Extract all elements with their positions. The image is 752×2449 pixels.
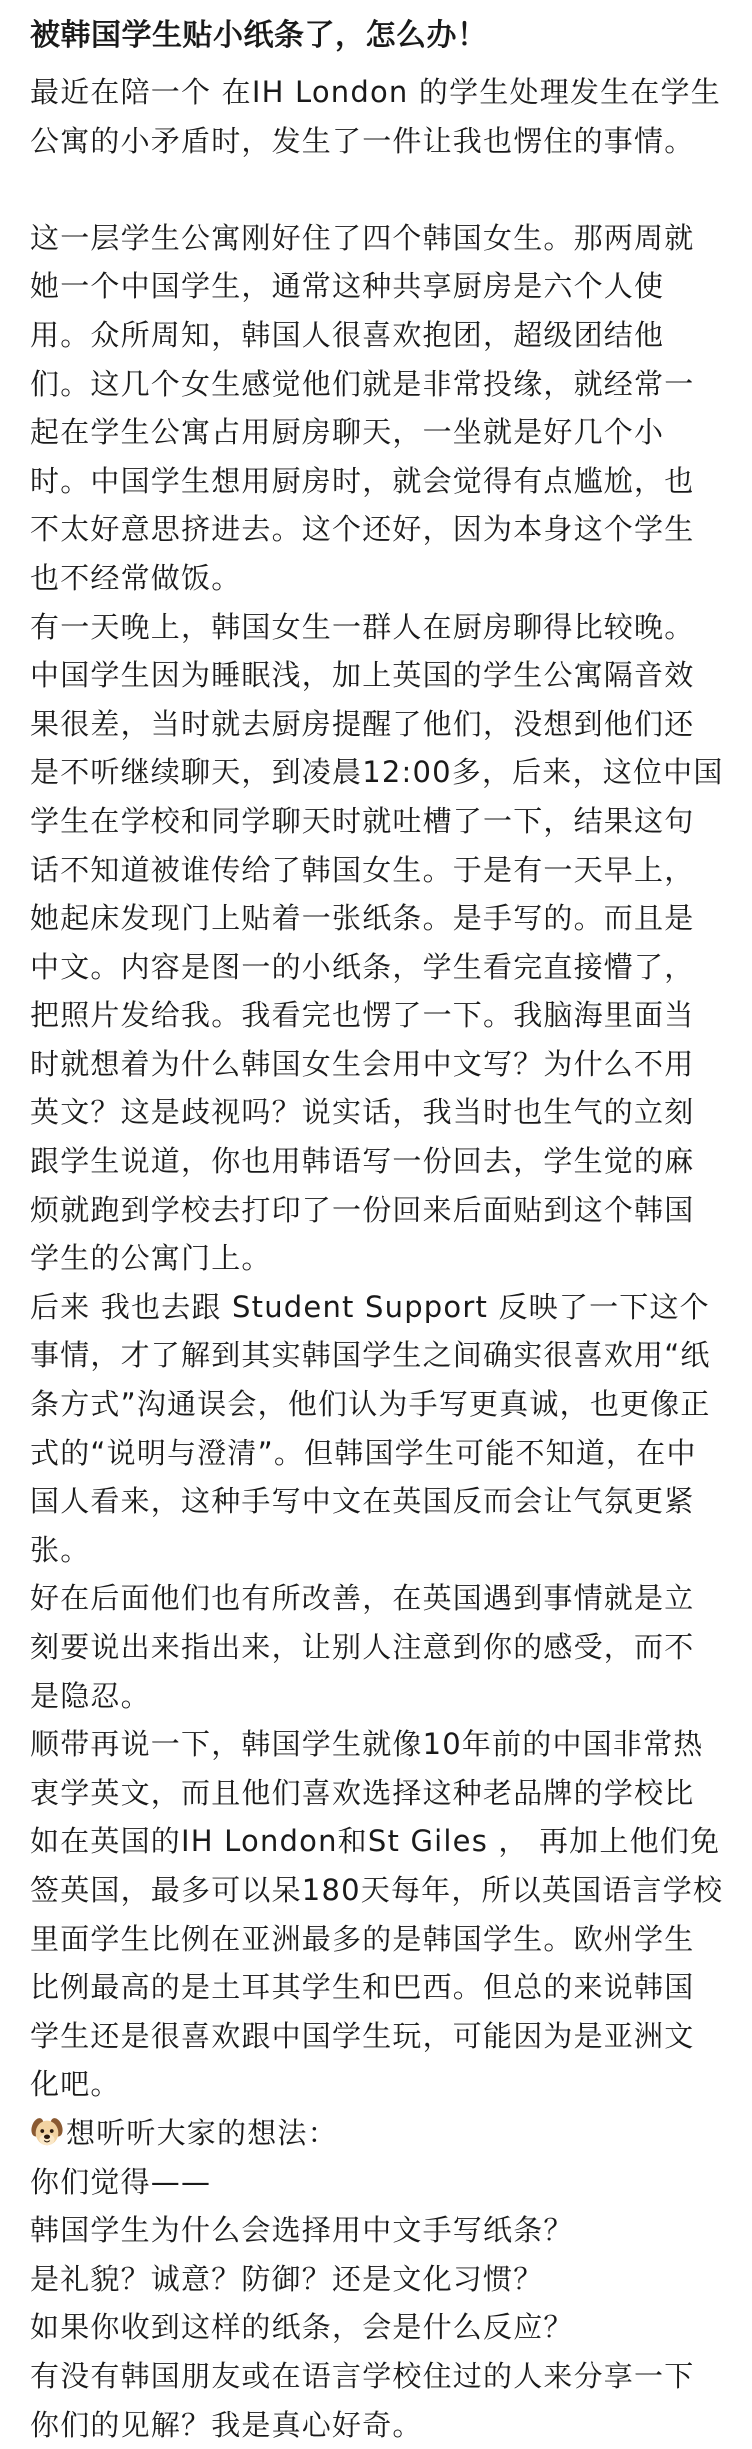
question-2: 是礼貌？诚意？防御？还是文化习惯？ [30, 2261, 544, 2296]
intro-paragraph: 最近在陪一个 在IH London 的学生处理发生在学生公寓的小矛盾时，发生了一件让我也愣住的事情。 [30, 75, 721, 158]
question-3: 如果你收到这样的纸条，会是什么反应？ [30, 2310, 574, 2345]
post-title: 被韩国学生贴小纸条了，怎么办！ [30, 18, 488, 53]
paragraph-2: 有一天晚上，韩国女生一群人在厨房聊得比较晚。中国学生因为睡眠浅，加上英国的学生公寓隔音效果很差，当时就去厨房提醒了他们，没想到他们还是不听继续聊天，到凌晨12:00多，后来，这位中国学生在学校和同学聊天时就吐槽了一下，结果这句话不知道被谁传给了韩国女生。于是有一天早上，她起床发现门上贴着一张纸条。是手写的。而且是中文。内容是图一的小纸条，学生看完直接懵了，把照片发给我。我看完也愣了一下。我脑海里面当时就想着为什么韩国女生会用中文写？为什么不用英文？这是歧视吗？说实话，我当时也生气的立刻跟学生说道，你也用韩语写一份回去，学生觉的麻烦就跑到学校去打印了一份回来后面贴到这个韩国学生的公寓门上。 [30, 609, 724, 1276]
question-4: 有没有韩国朋友或在语言学校住过的人来分享一下你们的见解？我是真心好奇。 [30, 2358, 695, 2442]
post-body [30, 68, 724, 2449]
dog-face-icon [30, 2115, 64, 2149]
question-intro: 你们觉得—— [30, 2164, 212, 2199]
ask-line [30, 2109, 724, 2158]
paragraph-3: 后来 我也去跟 Student Support 反映了一下这个事情，才了解到其实韩国学生之间确实很喜欢用“纸条方式”沟通误会，他们认为手写更真诚，也更像正式的“说明与澄清”。但韩国学生可能不知道，在中国人看来，这种手写中文在英国反而会让气氛更紧张。 [30, 1289, 711, 1567]
paragraph-5: 顺带再说一下，韩国学生就像10年前的中国非常热衷学英文，而且他们喜欢选择这种老品牌的学校比如在英国的IH London和St Giles ， 再加上他们免签英国，最多可以呆180天每年，所以英国语言学校里面学生比例在亚洲最多的是韩国学生。欧州学生比例最高的是土耳其学生和巴西。但总的来说韩国学生还是很喜欢跟中国学生玩，可能因为是亚洲文化吧。 [30, 1727, 724, 2102]
paragraph-spacer [30, 165, 724, 214]
paragraph-1: 这一层学生公寓刚好住了四个韩国女生。那两周就她一个中国学生，通常这种共享厨房是六个人使用。众所周知，韩国人很喜欢抱团，超级团结他们。这几个女生感觉他们就是非常投缘，就经常一起在学生公寓占用厨房聊天，一坐就是好几个小时。中国学生想用厨房时，就会觉得有点尴尬，也不太好意思挤进去。这个还好，因为本身这个学生也不经常做饭。 [30, 220, 695, 595]
paragraph-4: 好在后面他们也有所改善，在英国遇到事情就是立刻要说出来指出来，让别人注意到你的感受，而不是隐忍。 [30, 1581, 695, 1713]
question-1: 韩国学生为什么会选择用中文手写纸条？ [30, 2213, 574, 2248]
ask-text: 想听听大家的想法： [66, 2115, 338, 2150]
